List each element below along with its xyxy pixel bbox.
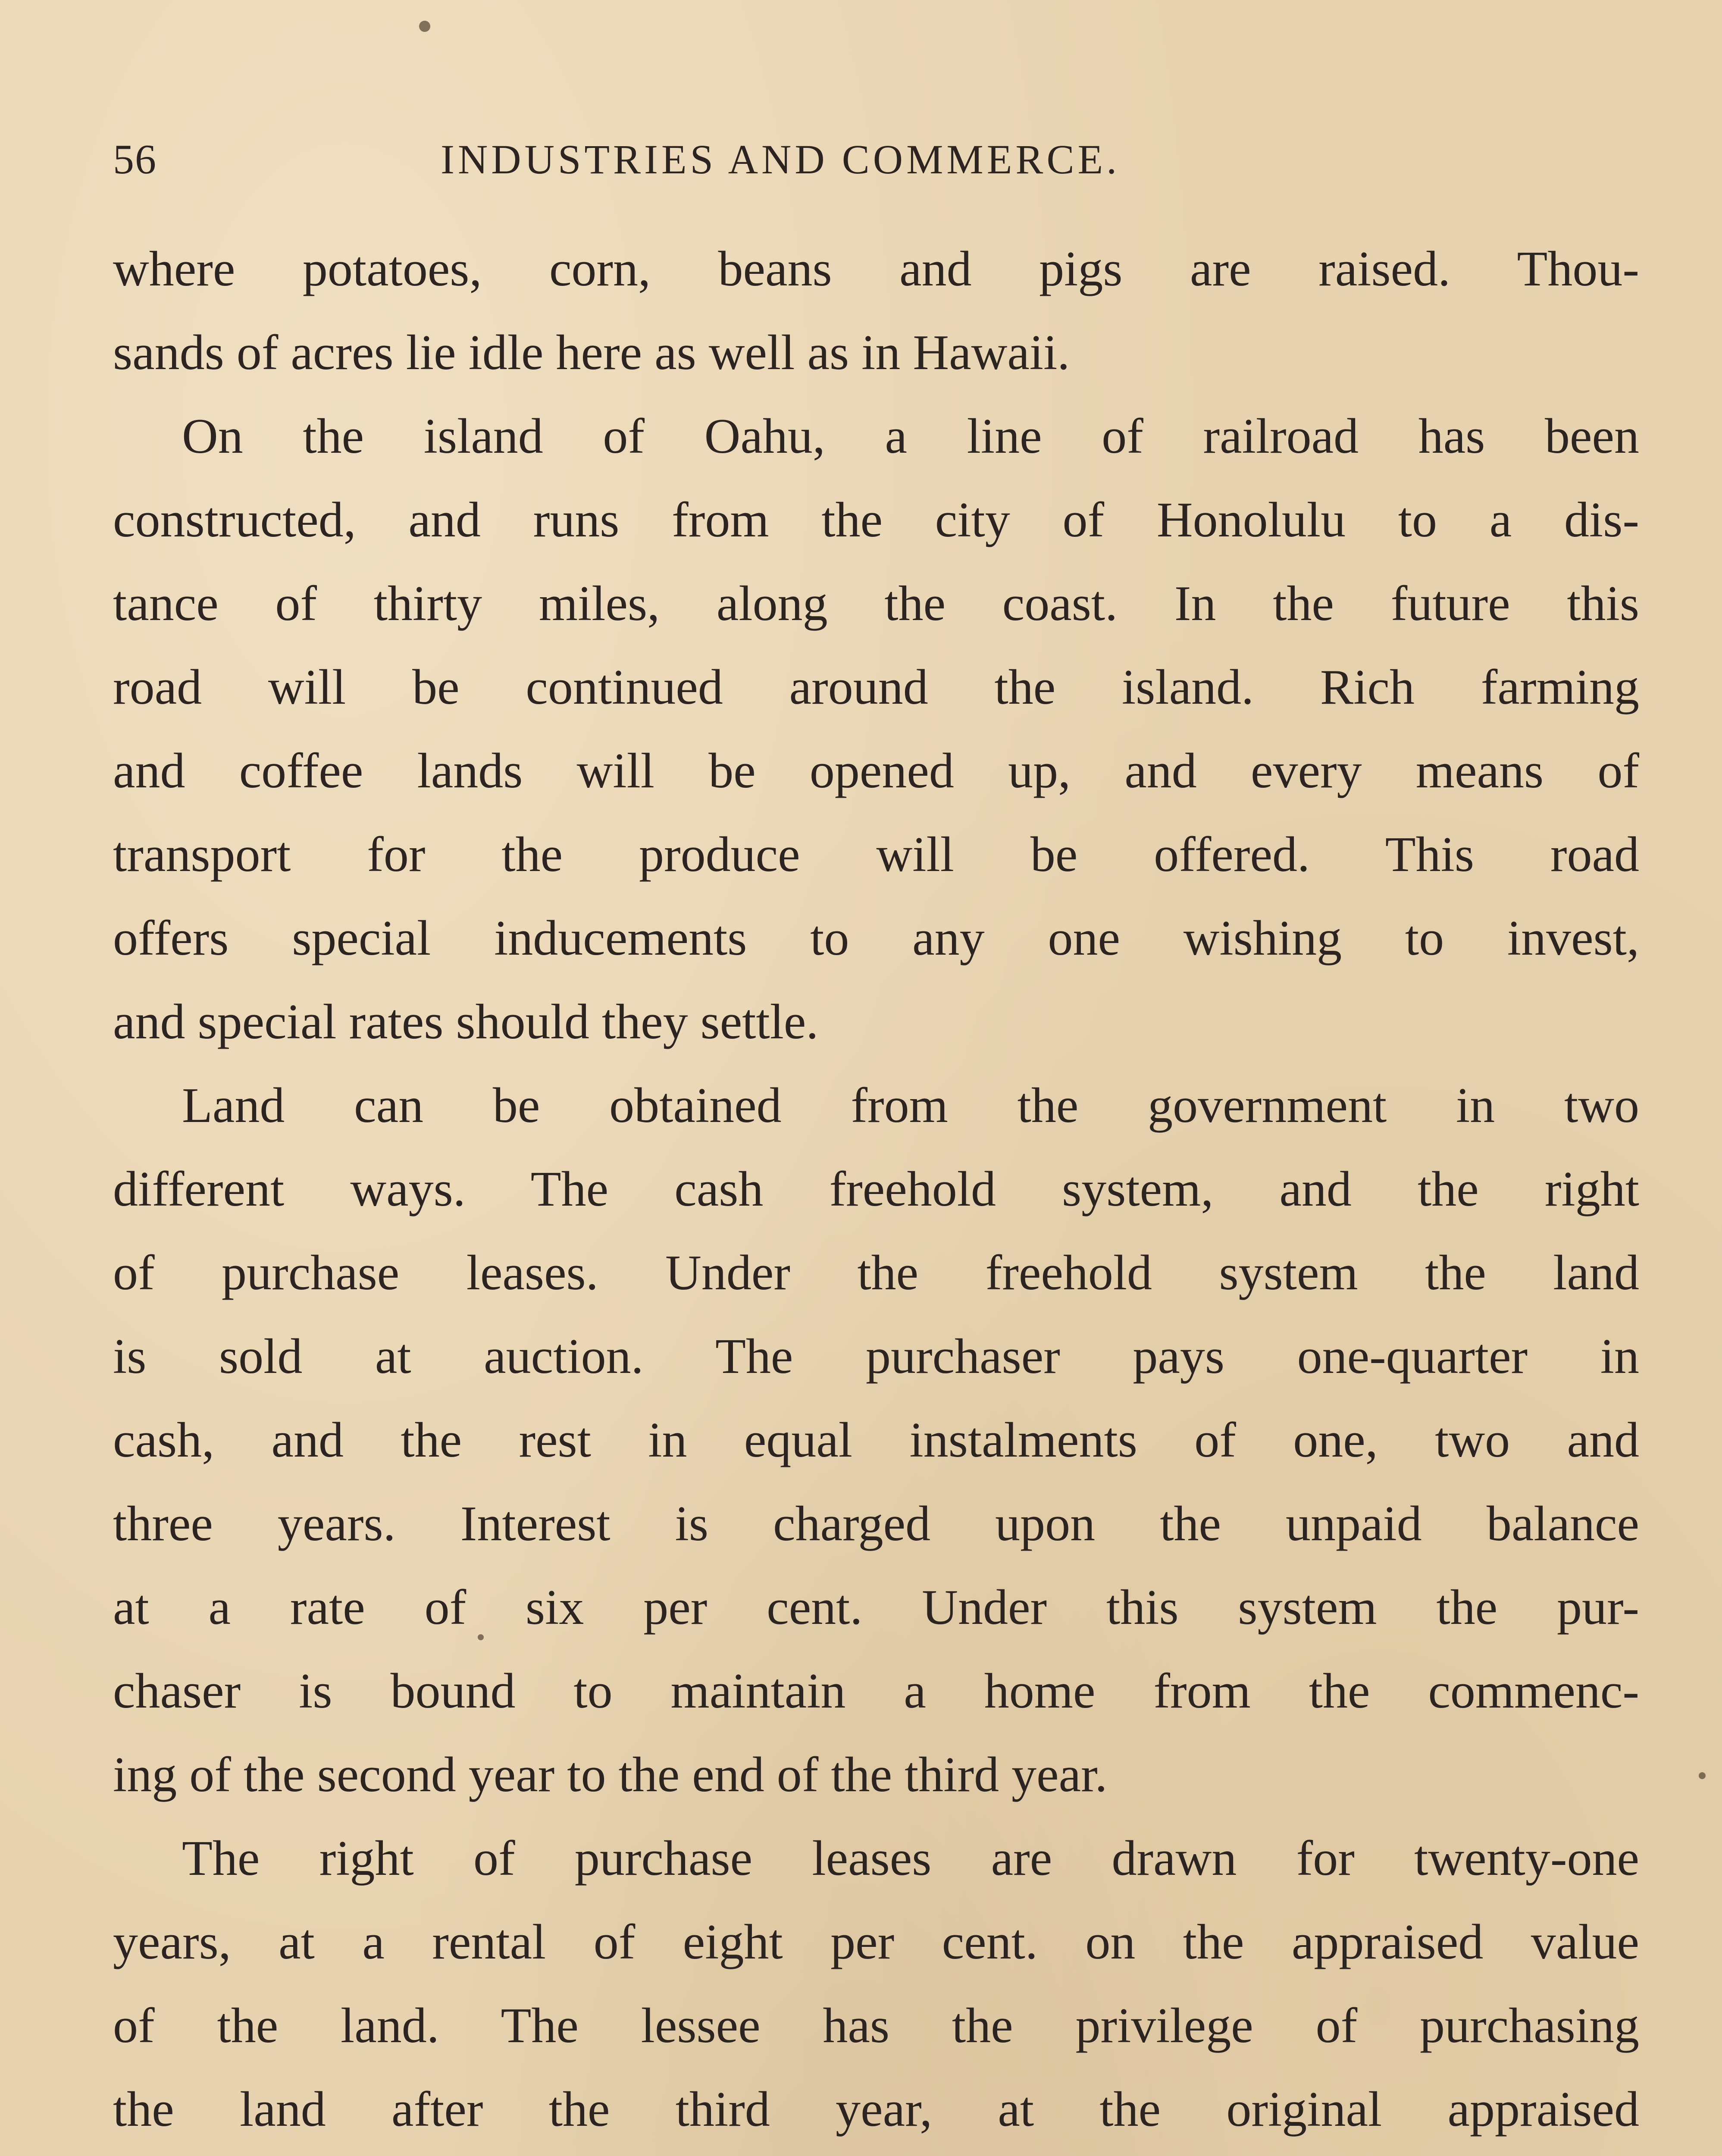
running-title: INDUSTRIES AND COMMERCE.	[441, 136, 1121, 182]
text-line: at a rate of six per cent. Under this system the pur-	[113, 1580, 1639, 1635]
text-line: where potatoes, corn, beans and pigs are raised. Thou-	[113, 241, 1639, 297]
text-line: chaser is bound to maintain a home from the commenc-	[113, 1664, 1639, 1719]
body-text	[113, 227, 1639, 2156]
text-line: of purchase leases. Under the freehold system the land	[113, 1245, 1639, 1300]
text-line: sands of acres lie idle here as well as in Hawaii.	[113, 325, 1070, 380]
text-line: tance of thirty miles, along the coast. In the future this	[113, 576, 1639, 631]
paragraph	[113, 1817, 1639, 2156]
ink-speck	[419, 21, 430, 32]
text-line: The right of purchase leases are drawn for twenty-one	[182, 1831, 1639, 1886]
page-number: 56	[113, 136, 157, 183]
text-line: road will be continued around the island. Rich farming	[113, 660, 1639, 715]
text-line: and coffee lands will be opened up, and every means of	[113, 743, 1639, 799]
text-line: ing of the second year to the end of the third year.	[113, 1747, 1108, 1802]
text-line: On the island of Oahu, a line of railroad has been	[182, 409, 1639, 464]
ink-speck	[1699, 1772, 1706, 1779]
paragraph	[113, 227, 1639, 395]
text-line: years, at a rental of eight per cent. on the appraised value	[113, 1915, 1639, 1970]
text-line: cash, and the rest in equal instalments of one, two and	[113, 1413, 1639, 1468]
paragraph	[113, 395, 1639, 1064]
text-line: constructed, and runs from the city of Honolulu to a dis-	[113, 492, 1639, 548]
text-line: offers special inducements to any one wishing to invest,	[113, 911, 1639, 966]
text-line: different ways. The cash freehold system, and the right	[113, 1162, 1639, 1217]
paragraph	[113, 1064, 1639, 1817]
text-line: is sold at auction. The purchaser pays one-quarter in	[113, 1329, 1639, 1384]
text-line: and special rates should they settle.	[113, 994, 819, 1050]
text-line: the land after the third year, at the original appraised	[113, 2082, 1639, 2137]
page-header	[113, 123, 1639, 196]
text-line	[113, 2151, 1639, 2156]
text-line: transport for the produce will be offered. This road	[113, 827, 1639, 882]
text-line: three years. Interest is charged upon the unpaid balance	[113, 1496, 1639, 1551]
text-line: Land can be obtained from the government in two	[182, 1078, 1639, 1133]
text-line: of the land. The lessee has the privilege of purchasing	[113, 1998, 1639, 2053]
